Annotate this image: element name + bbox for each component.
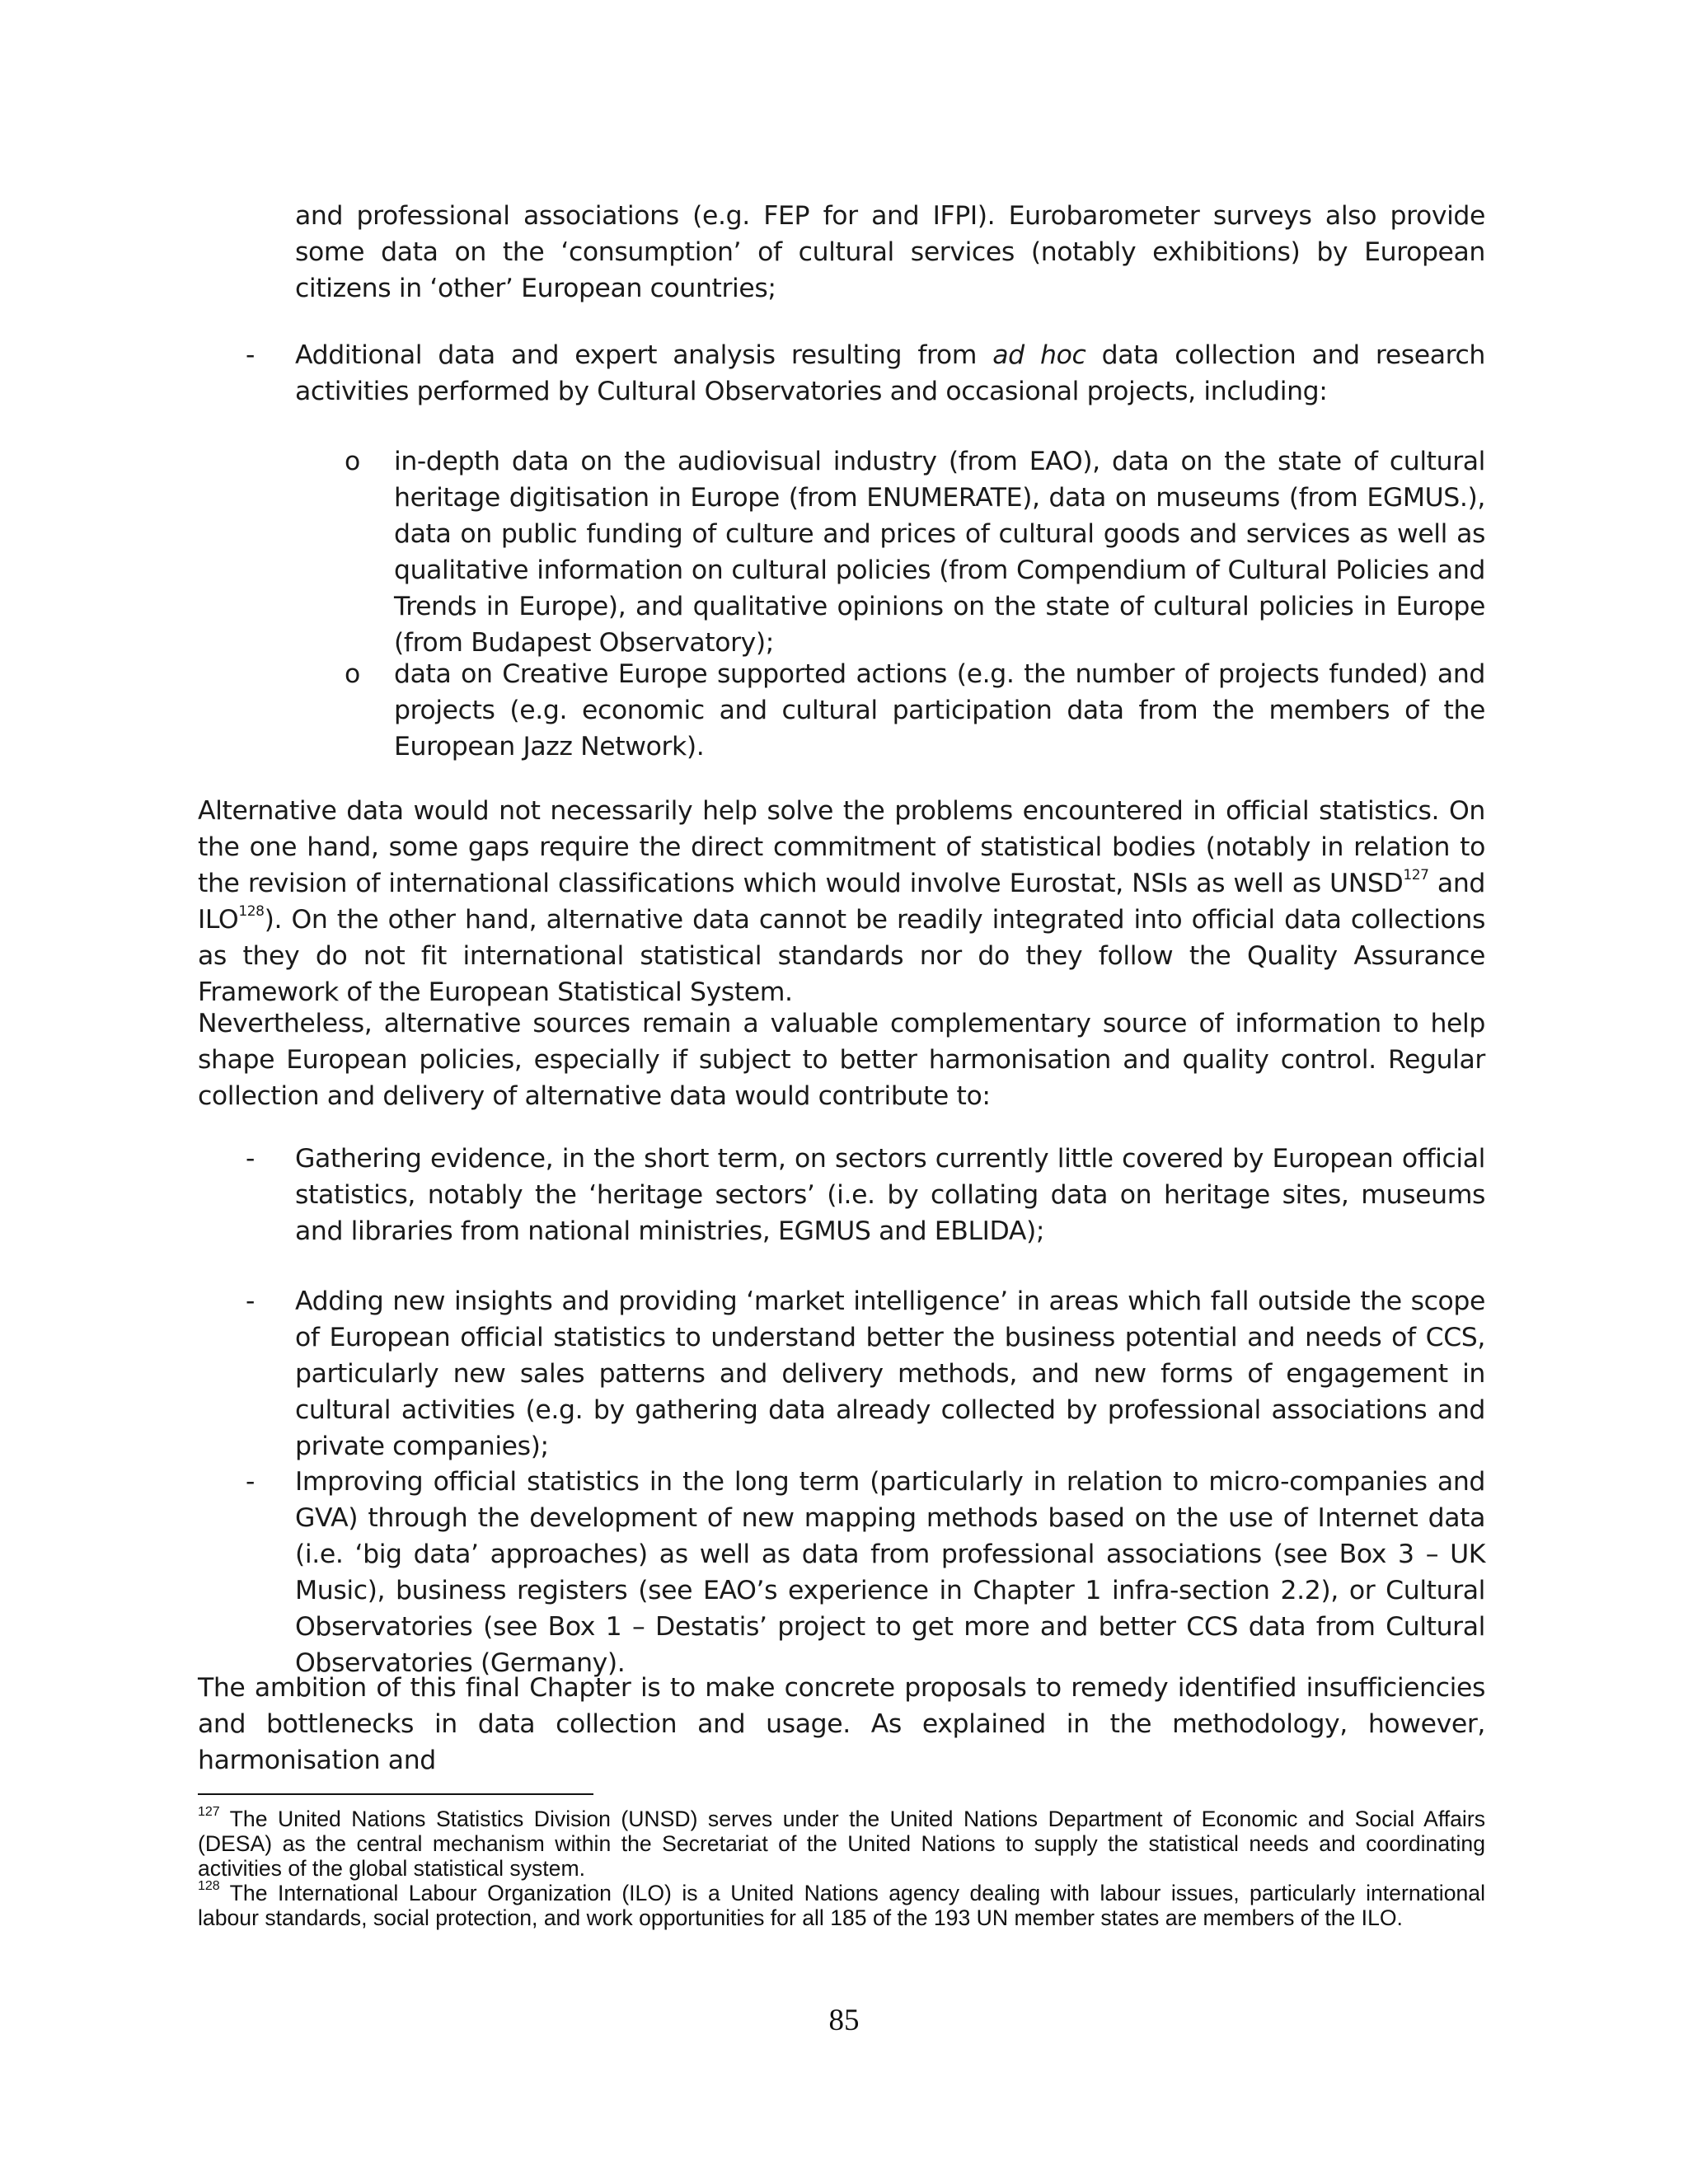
footnote-127 [198, 1807, 1485, 1881]
sub-bullet-indepth-data: in-depth data on the audiovisual industry (from EAO), data on the state of cultural heritage digitisation in Europe (from ENUMERATE), data on museums (from EGMUS.), data on public funding of culture and prices of cultural goods and services as well as qualitative information on cultural policies (from Compendium of Cultural Policies and Trends in Europe), and qualitative opinions on the state of cultural policies in Europe (from Budapest Observatory); [394, 447, 1485, 658]
paragraph-text: and ILO [198, 869, 1485, 935]
bullet-circle: o [345, 447, 361, 476]
italic-term: ad hoc [992, 340, 1086, 370]
bullet-dash: - [246, 340, 256, 370]
paragraph-ambition: The ambition of this final Chapter is to make concrete proposals to remedy identified insufficiencies and bottlenecks in data collection and usage. As explained in the methodology, however, harmonisation and [198, 1673, 1485, 1775]
footnote-ref: 128 [238, 902, 265, 920]
bullet-additional-data [295, 337, 1485, 410]
footnote-text: The International Labour Organization (ILO) is a United Nations agency dealing with labour issues, particularly international labour standards, social protection, and work opportunities for all 185 of the 193 UN member states are members of the ILO. [198, 1881, 1485, 1930]
footnote-128 [198, 1881, 1485, 1930]
page-number: 85 [828, 2004, 860, 2037]
bullet-improving-statistics: Improving official statistics in the long term (particularly in relation to micro-companies and GVA) through the development of new mapping methods based on the use of Internet data (i.e. ‘big data’ approaches) as well as data from professional associations (see Box 3 – UK Music), business registers (see EAO’s experience in Chapter 1 infra-section 2.2), or Cultural Observatories (see Box 1 – Destatis’ project to get more and better CCS data from Cultural Observatories (Germany). [295, 1467, 1485, 1678]
paragraph-continuation: and professional associations (e.g. FEP for and IFPI). Eurobarometer surveys also provide some data on the ‘consumption’ of cultural services (notably exhibitions) by European citizens in ‘other’ European countries; [295, 201, 1485, 303]
bullet-adding-insights: Adding new insights and providing ‘market intelligence’ in areas which fall outside the scope of European official statistics to understand better the business potential and needs of CCS, particularly new sales patterns and delivery methods, and new forms of engagement in cultural activities (e.g. by gathering data already collected by professional associations and private companies); [295, 1286, 1485, 1461]
bullet-dash: - [246, 1286, 256, 1316]
bullet-gathering-evidence: Gathering evidence, in the short term, on sectors currently little covered by European official statistics, notably the ‘heritage sectors’ (i.e. by collating data on heritage sites, museums and libraries from national ministries, EGMUS and EBLIDA); [295, 1144, 1485, 1246]
footnote-ref: 127 [1403, 866, 1429, 883]
paragraph-text: Alternative data would not necessarily help solve the problems encountered in official statistics. On the one hand, some gaps require the direct commitment of statistical bodies (notably in relation to the revision of international classifications which would involve Eurostat, NSIs as well as UNSD [198, 796, 1485, 898]
bullet-dash: - [246, 1144, 256, 1174]
footnote-divider [198, 1793, 593, 1795]
bullet-text: data collection and research activities performed by Cultural Observatories and occasional projects, including: [295, 340, 1485, 406]
bullet-text: Additional data and expert analysis resulting from [295, 340, 993, 370]
paragraph-text: ). On the other hand, alternative data cannot be readily integrated into official data collections as they do not fit international statistical standards nor do they follow the Quality Assurance Framework of the European Statistical System. [198, 905, 1485, 1007]
footnote-text: The United Nations Statistics Division (UNSD) serves under the United Nations Department of Economic and Social Affairs (DESA) as the central mechanism within the Secretariat of the United Nations to supply the statistical needs and coordinating activities of the global statistical system. [198, 1807, 1485, 1881]
footnote-number: 127 [198, 1805, 220, 1820]
bullet-circle: o [345, 659, 361, 689]
paragraph-nevertheless: Nevertheless, alternative sources remain a valuable complementary source of information to help shape European policies, especially if subject to better harmonisation and quality control. Regular collection and delivery of alternative data would contribute to: [198, 1009, 1485, 1111]
sub-bullet-creative-europe: data on Creative Europe supported actions (e.g. the number of projects funded) and projects (e.g. economic and cultural participation data from the members of the European Jazz Network). [394, 659, 1485, 762]
paragraph-alternative-data [198, 793, 1485, 1010]
bullet-dash: - [246, 1467, 256, 1497]
footnote-number: 128 [198, 1879, 220, 1894]
